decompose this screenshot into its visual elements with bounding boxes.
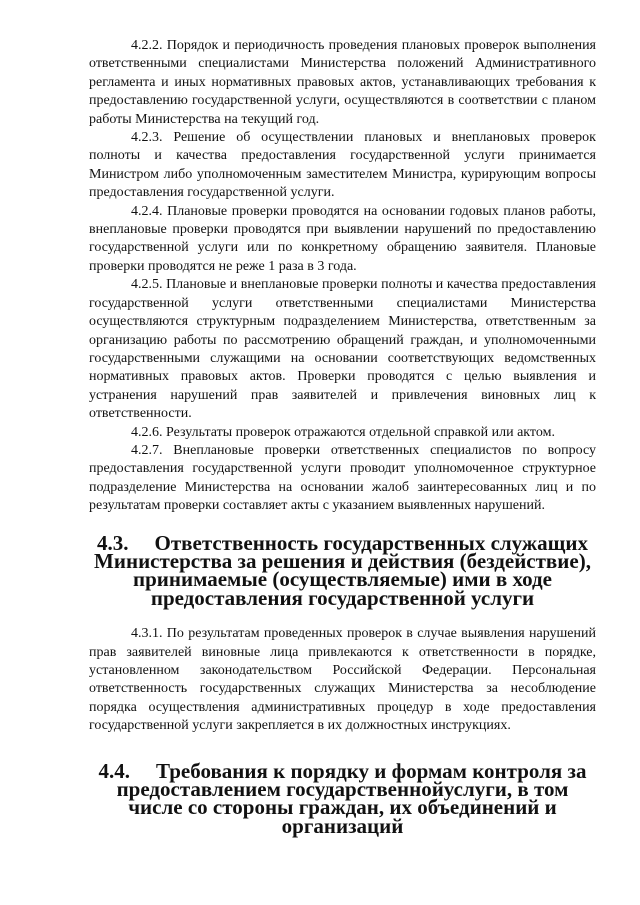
paragraph-4-2-7: 4.2.7. Внеплановые проверки ответственных специалистов по вопросу предоставления государственной услуги проводит уполномоченное структурное подразделение Министерства на основании жалоб заинтересованных лиц и по результатам проверки составляет акты с указанием выявленных нарушений. xyxy=(89,442,596,514)
paragraph-4-2-5: 4.2.5. Плановые и внеплановые проверки полноты и качества предоставления государственной услуги ответственными специалистами Министерства осуществляются структурным подразделением Министерства, ответственным за организацию работы по рассмотрению обращений граждан, и уполномоченными государственными служащими на основании соответствующих ведомственных нормативных правовых актов. Проверки проводятся с целью выявления и устранения нарушений прав заявителей и привлечения виновных лиц к ответственности. xyxy=(89,277,596,422)
document-page xyxy=(89,37,596,838)
paragraph-4-2-6: 4.2.6. Результаты проверок отражаются отдельной справкой или актом. xyxy=(131,424,555,440)
paragraph-4-2-4: 4.2.4. Плановые проверки проводятся на основании годовых планов работы, внеплановые проверки проводятся при выявлении нарушений по предоставлению государственной услуги или по конкретному обращению заявителя. Плановые проверки проводятся не реже 1 раза в 3 года. xyxy=(89,203,596,274)
paragraph-4-3-1: 4.3.1. По результатам проведенных проверок в случае выявления нарушений прав заявителей виновные лица привлекаются к ответственности в порядке, установленном законодательством Российской Федерации. Персональная ответственность государственных служащих Министерства за несоблюдение порядка осуществления административных процедур в ходе предоставления государственной услуги закрепляется в их должностных инструкциях. xyxy=(89,626,596,734)
section-heading-4-4 xyxy=(89,758,596,838)
section-spacer xyxy=(89,607,596,625)
section-number-4-3: 4.3. xyxy=(97,530,129,555)
section-title-4-4: Требования к порядку и формам контроля за предоставлением государственнойуслуги, в том числе со стороны граждан, их объединений и организаций xyxy=(116,758,587,838)
paragraph-4-2-3: 4.2.3. Решение об осуществлении плановых и внеплановых проверок полноты и качества предоставления государственной услуги принимается Министром либо уполномоченным заместителем Министра, курирующим вопросы предоставления государственной услуги. xyxy=(89,130,596,201)
section-heading-4-3 xyxy=(89,530,596,610)
section-number-4-4: 4.4. xyxy=(98,758,131,783)
paragraph-4-2-2: 4.2.2. Порядок и периодичность проведения плановых проверок выполнения ответственными специалистами Министерства положений Административного регламента и иных нормативных правовых актов, устанавливающих требования к предоставлению государственной услуги, осуществляются в соответствии с планом работы Министерства на текущий год. xyxy=(89,38,596,127)
section-title-4-3: Ответственность государственных служащих Министерства за решения и действия (бездействие), принимаемые (осуществляемые) ими в ходе предоставления государственной услуги xyxy=(94,530,591,610)
